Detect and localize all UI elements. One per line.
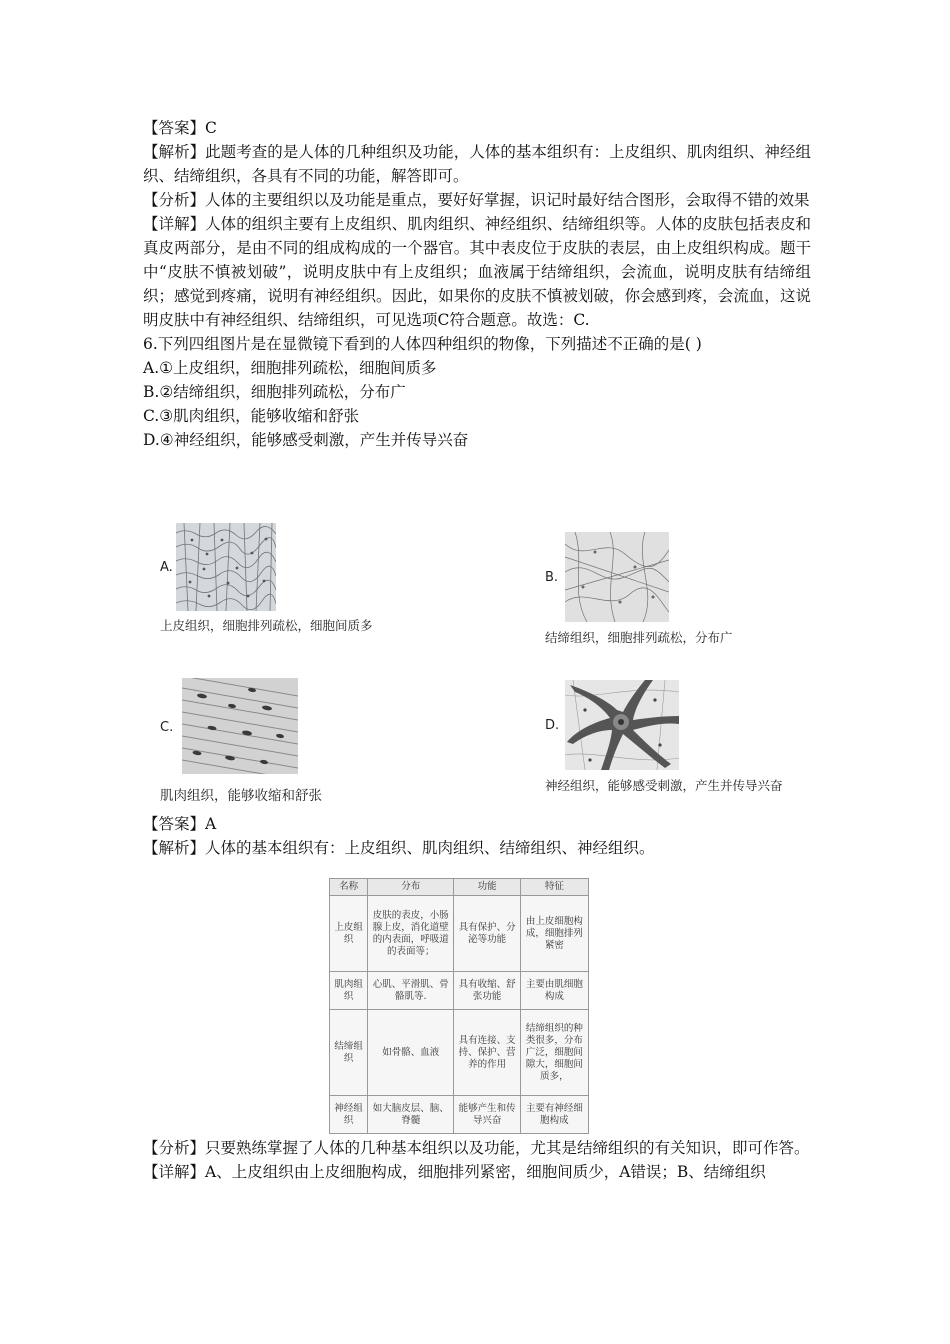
q5-detail: 【详解】人体的组织主要有上皮组织、肌肉组织、神经组织、结缔组织等。人体的皮肤包括表皮和真皮两部分，是由不同的组成构成的一个器官。其中表皮位于皮肤的表层，由上皮组织构成。题干中“皮肤不慎被划破”，说明皮肤中有上皮组织；血液属于结缔组织，会流血，说明皮肤有结缔组织；感觉到疼痛，说明有神经组织。因此，如果你的皮肤不慎被划破，你会感到疼，会流血，这说明皮肤中有神经组织、结缔组织，可见选项C符合题意。故选：C. <box>143 215 811 329</box>
table-cell: 主要有神经细胞构成 <box>520 1096 588 1134</box>
table-cell: 如大脑皮层、脑、脊髓 <box>368 1096 454 1134</box>
table-cell: 由上皮细胞构成，细胞排列紧密 <box>520 896 588 972</box>
figure-b-letter: B. <box>545 570 559 585</box>
figure-a-caption: 上皮组织，细胞排列疏松，细胞间质多 <box>160 618 373 633</box>
figure-c-caption: 肌肉组织，能够收缩和舒张 <box>160 788 322 804</box>
figure-a <box>160 520 420 640</box>
table-cell: 具有连接、支持、保护、营养的作用 <box>454 1010 520 1096</box>
q6-analysis: 【解析】人体的基本组织有：上皮组织、肌肉组织、结缔组织、神经组织。 <box>143 839 655 857</box>
q6-option-d: D.④神经组织，能够感受刺激，产生并传导兴奋 <box>143 431 469 449</box>
q6-answer: 【答案】A <box>143 815 217 833</box>
table-cell: 神经组织 <box>330 1096 368 1134</box>
figure-c <box>160 678 420 808</box>
figure-d-caption: 神经组织，能够感受刺激，产生并传导兴奋 <box>545 778 783 793</box>
table-header: 分布 <box>368 879 454 896</box>
table-cell: 心肌、平滑肌、骨骼肌等. <box>368 972 454 1010</box>
connective-tissue-image <box>565 532 669 622</box>
table-header: 名称 <box>330 879 368 896</box>
table-header-row <box>330 879 589 896</box>
tissue-table <box>329 878 589 1134</box>
muscle-tissue-image <box>182 678 298 774</box>
table-cell: 上皮组织 <box>330 896 368 972</box>
table-cell: 肌肉组织 <box>330 972 368 1010</box>
table-header: 特征 <box>520 879 588 896</box>
nerve-tissue-image <box>565 680 679 770</box>
q5-summary: 【分析】人体的主要组织以及功能是重点，要好好掌握，识记时最好结合图形，会取得不错的效果 <box>143 191 810 209</box>
question-6-explanation-continued <box>143 1136 811 1184</box>
table-cell: 如骨骼、血液 <box>368 1010 454 1096</box>
table-header: 功能 <box>454 879 520 896</box>
table-cell: 结缔组织 <box>330 1010 368 1096</box>
q6-summary: 【分析】只要熟练掌握了人体的几种基本组织以及功能，尤其是结缔组织的有关知识，即可作答。 <box>143 1139 810 1157</box>
figure-d-letter: D. <box>545 718 560 733</box>
figure-c-letter: C. <box>160 720 174 735</box>
table-row <box>330 1096 589 1134</box>
table-row <box>330 896 589 972</box>
figure-d <box>545 680 815 800</box>
q6-option-a: A.①上皮组织，细胞排列疏松，细胞间质多 <box>143 359 437 377</box>
table-row <box>330 1010 589 1096</box>
q5-analysis: 【解析】此题考查的是人体的几种组织及功能，人体的基本组织有：上皮组织、肌肉组织、神经组织、结缔组织，各具有不同的功能，解答即可。 <box>143 143 811 185</box>
question-6-explanation <box>143 812 811 860</box>
table-row <box>330 972 589 1010</box>
table-cell: 具有收缩、舒张功能 <box>454 972 520 1010</box>
q5-answer: 【答案】C <box>143 119 217 137</box>
q6-stem: 6.下列四组图片是在显微镜下看到的人体四种组织的物像，下列描述不正确的是( ) <box>143 335 702 353</box>
table-cell: 主要由肌细胞构成 <box>520 972 588 1010</box>
table-cell: 具有保护、分泌等功能 <box>454 896 520 972</box>
figure-b <box>545 532 805 652</box>
table-cell: 结缔组织的种类很多，分布广泛，细胞间隙大，细胞间质多， <box>520 1010 588 1096</box>
q6-option-c: C.③肌肉组织，能够收缩和舒张 <box>143 407 360 425</box>
q6-option-b: B.②结缔组织，细胞排列疏松，分布广 <box>143 383 406 401</box>
table-cell: 皮肤的表皮，小肠腺上皮，消化道壁的内表面，呼吸道的表面等； <box>368 896 454 972</box>
q6-detail: 【详解】A、上皮组织由上皮细胞构成，细胞排列紧密，细胞间质少，A错误；B、结缔组织 <box>143 1163 766 1181</box>
table-cell: 能够产生和传导兴奋 <box>454 1096 520 1134</box>
figure-a-letter: A. <box>160 560 173 575</box>
figure-b-caption: 结缔组织，细胞排列疏松，分布广 <box>545 630 733 645</box>
epithelial-tissue-image <box>176 523 276 611</box>
question-5-explanation <box>143 116 811 452</box>
